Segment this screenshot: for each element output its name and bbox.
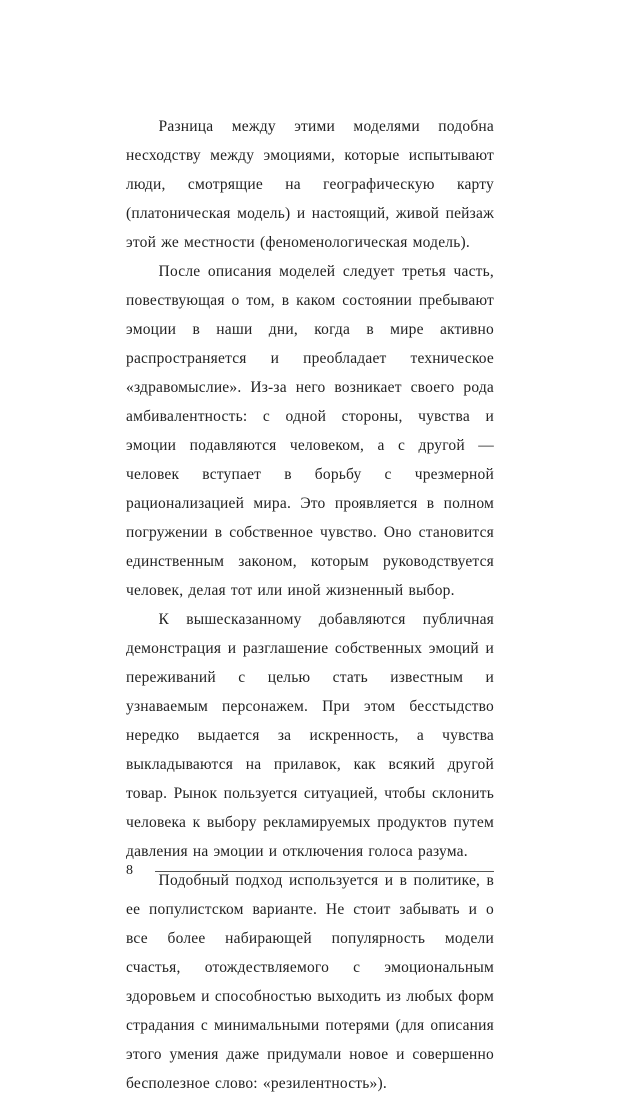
footer-rule [155,871,494,872]
page-footer [126,863,494,879]
body-paragraph: Подобный подход используется и в политике, в ее популистском варианте. Не стоит забывать и о все более набирающей популярность модели счастья, отождествляемого с эмоциональным здоровьем и способностью выходить из любых форм страдания с минимальными потерями (для описания этого умения даже придумали новое и совершенно бесполезное слово: «резилентность»). [126,872,494,1092]
page-number: 8 [126,863,133,878]
body-paragraph: Разница между этими моделями подобна несходству между эмоциями, которые испытывают люди, смотрящие на географическую карту (платоническая модель) и настоящий, живой пейзаж этой же местности (феноменологическая модель). [126,118,494,251]
body-paragraph: К вышесказанному добавляются публичная демонстрация и разглашение собственных эмоций и переживаний с целью стать известным и узнаваемым персонажем. При этом бесстыдство нередко выдается за искренность, а чувства выкладываются на прилавок, как всякий другой товар. Рынок пользуется ситуацией, чтобы склонить человека к выбору рекламируемых продуктов путем давления на эмоции и отключения голоса разума. [126,611,494,860]
body-paragraph: После описания моделей следует третья часть, повествующая о том, в каком состоянии пребывают эмоции в наши дни, когда в мире активно распространяется и преобладает техническое «здравомыслие». Из-за него возникает своего рода амбивалентность: с одной стороны, чувства и эмоции подавляются человеком, а с другой — человек вступает в борьбу с чрезмерной рационализацией мира. Это проявляется в полном погружении в собственное чувство. Оно становится единственным законом, которым руководствуется человек, делая тот или иной жизненный выбор. [126,263,494,599]
page-body [126,112,494,1098]
